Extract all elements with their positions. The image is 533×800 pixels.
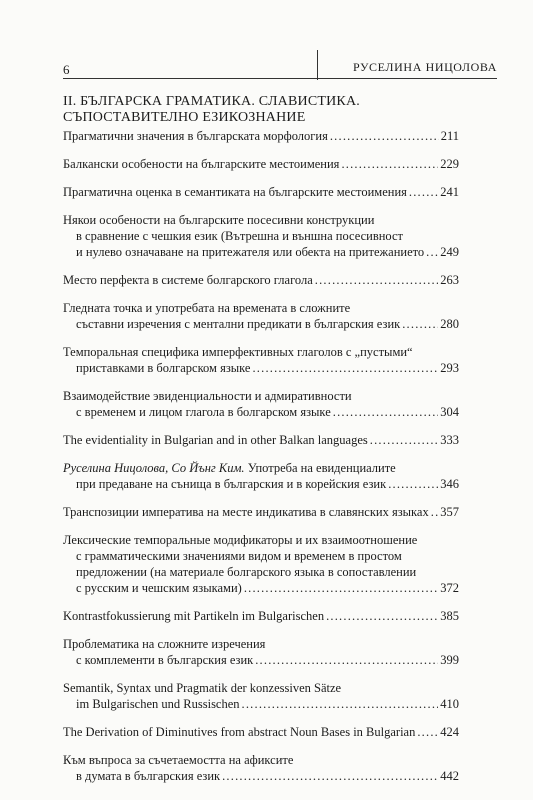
- toc-entry[interactable]: [63, 272, 459, 288]
- toc-entry-line: Темпоральная специфика имперфективных глаголов с „пустыми“: [63, 345, 413, 359]
- toc-entry-line: [63, 460, 459, 476]
- toc-page-number: 346: [440, 477, 459, 491]
- section-title: [63, 94, 483, 126]
- toc-page-number: 263: [440, 273, 459, 287]
- toc-entry-line: с грамматическими значениями видом и временем в простом: [76, 549, 402, 563]
- toc-page-number: 424: [440, 725, 459, 739]
- toc-entry-line: Някои особености на българските посесивни конструкции: [63, 213, 375, 227]
- dot-leader: [417, 724, 438, 740]
- toc-entry-title: с временем и лицом глагола в болгарском языке: [76, 405, 331, 419]
- dot-leader: [244, 580, 438, 596]
- section-title-line-2: СЪПОСТАВИТЕЛНО ЕЗИКОЗНАНИЕ: [63, 110, 306, 125]
- table-of-contents: [63, 128, 459, 796]
- toc-page-number: 399: [440, 653, 459, 667]
- toc-entry[interactable]: [63, 300, 459, 332]
- toc-entry-title: с комплементи в българския език: [76, 653, 254, 667]
- toc-entry-line: Взаимодействие эвиденциальности и адмиративности: [63, 389, 352, 403]
- toc-entry[interactable]: [63, 752, 459, 784]
- toc-entry-line: Semantik, Syntax und Pragmatik der konzessiven Sätze: [63, 681, 342, 695]
- toc-entry[interactable]: [63, 636, 459, 668]
- toc-entry[interactable]: [63, 532, 459, 596]
- dot-leader: [255, 652, 438, 668]
- toc-entry-title: в думата в българския език: [76, 769, 221, 783]
- toc-entry-title: Транспозиции императива на месте индикатива в славянских языках: [63, 505, 429, 519]
- toc-entry-title: The Derivation of Diminutives from abstract Noun Bases in Bulgarian: [63, 725, 416, 739]
- header-rule: [63, 78, 497, 79]
- dot-leader: [330, 128, 439, 144]
- dot-leader: [326, 608, 438, 624]
- toc-entry[interactable]: [63, 432, 459, 448]
- toc-entry-title: The evidentiality in Bulgarian and in other Balkan languages: [63, 433, 368, 447]
- toc-entry[interactable]: [63, 724, 459, 740]
- toc-page-number: 304: [440, 405, 459, 419]
- toc-entry[interactable]: [63, 680, 459, 712]
- toc-entry-title: im Bulgarischen und Russischen: [76, 697, 240, 711]
- toc-entry[interactable]: [63, 504, 459, 520]
- toc-entry-line: Гледната точка и употребата на времената в сложните: [63, 301, 351, 315]
- toc-page-number: 385: [440, 609, 459, 623]
- toc-entry[interactable]: [63, 460, 459, 492]
- dot-leader: [333, 404, 439, 420]
- toc-page-number: 442: [440, 769, 459, 783]
- dot-leader: [252, 360, 438, 376]
- dot-leader: [388, 476, 438, 492]
- dot-leader: [370, 432, 438, 448]
- toc-entry[interactable]: [63, 388, 459, 420]
- dot-leader: [409, 184, 438, 200]
- toc-entry-line: Лексические темпоральные модификаторы и их взаимоотношение: [63, 533, 418, 547]
- toc-entry[interactable]: [63, 212, 459, 260]
- toc-entry-title: приставками в болгарском языке: [76, 361, 251, 375]
- dot-leader: [242, 696, 439, 712]
- dot-leader: [341, 156, 438, 172]
- dot-leader: [402, 316, 438, 332]
- toc-page-number: 280: [440, 317, 459, 331]
- dot-leader: [431, 504, 439, 520]
- toc-entry-title: при предаване на сънища в българския и в корейския език: [76, 477, 387, 491]
- dot-leader: [315, 272, 438, 288]
- toc-entry-title: съставни изречения с ментални предикати в българския език: [76, 317, 401, 331]
- toc-entry-title: Прагматична оценка в семантиката на българските местоимения: [63, 185, 407, 199]
- toc-entry[interactable]: [63, 608, 459, 624]
- toc-entry-title: Kontrastfokussierung mit Partikeln im Bulgarischen: [63, 609, 325, 623]
- toc-entry-line: предложении (на материале болгарского языка в сопоставлении: [76, 565, 417, 579]
- running-header: [0, 48, 533, 76]
- toc-entry-title: и нулево означаване на притежателя или обекта на притежанието: [76, 245, 425, 259]
- toc-entry-title: Прагматични значения в българската морфология: [63, 129, 328, 143]
- toc-entry-title: Место перфекта в системе болгарского глагола: [63, 273, 313, 287]
- toc-entry-authors: Руселина Ницолова, Со Йънг Ким.: [63, 461, 245, 475]
- toc-page-number: 410: [440, 697, 459, 711]
- toc-entry-line: Проблематика на сложните изречения: [63, 637, 266, 651]
- toc-page-number: 372: [440, 581, 459, 595]
- toc-entry-title: с русским и чешским языками): [76, 581, 242, 595]
- header-divider: [317, 50, 318, 80]
- toc-page-number: 241: [440, 185, 459, 199]
- page-number: 6: [63, 62, 70, 77]
- toc-page-number: 229: [440, 157, 459, 171]
- toc-page-number: 293: [440, 361, 459, 375]
- toc-page-number: 357: [440, 505, 459, 519]
- toc-entry[interactable]: [63, 344, 459, 376]
- toc-entry[interactable]: [63, 128, 459, 144]
- dot-leader: [222, 768, 438, 784]
- toc-entry[interactable]: [63, 184, 459, 200]
- running-author: РУСЕЛИНА НИЦОЛОВА: [352, 60, 497, 74]
- toc-entry-title-start: Употреба на евиденциалите: [244, 461, 396, 475]
- toc-entry-line: Към въпроса за съчетаемостта на афиксите: [63, 753, 294, 767]
- section-title-line-1: II. БЪЛГАРСКА ГРАМАТИКА. СЛАВИСТИКА.: [63, 94, 360, 109]
- toc-entry[interactable]: [63, 156, 459, 172]
- toc-page-number: 211: [440, 129, 459, 143]
- toc-entry-line: в сравнение с чешкия език (Вътрешна и външна посесивност: [76, 229, 403, 243]
- toc-page-number: 249: [440, 245, 459, 259]
- toc-entry-title: Балкански особености на българските местоимения: [63, 157, 340, 171]
- toc-page-number: 333: [440, 433, 459, 447]
- dot-leader: [426, 244, 438, 260]
